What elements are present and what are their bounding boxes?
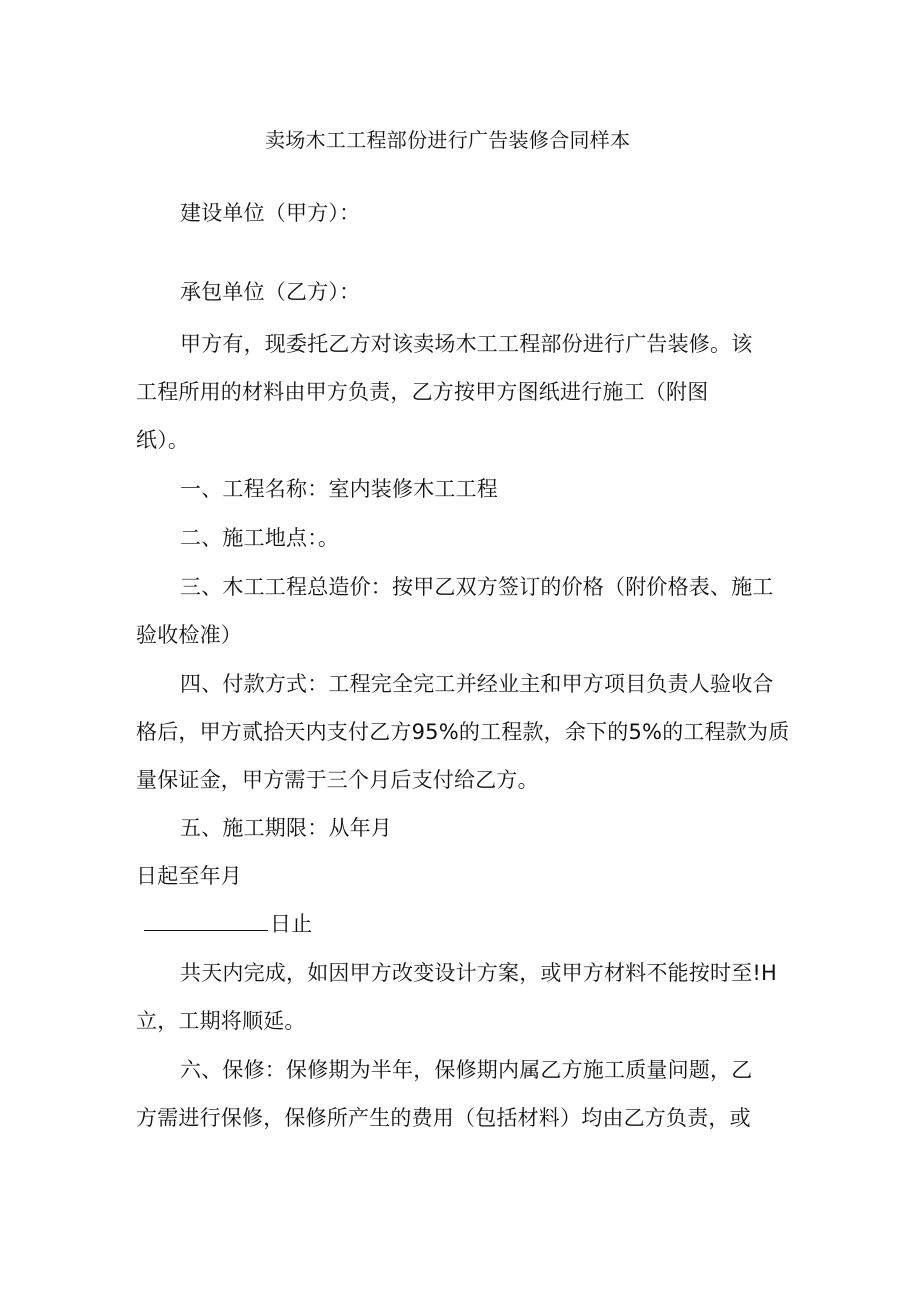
clause-period-cont-line-2: 立，工期将顺延。: [136, 1009, 306, 1033]
clause-warranty-line-1: 六、保修：保修期为半年，保修期内属乙方施工质量问题，乙: [180, 1058, 753, 1082]
clause-period-line-3: [144, 910, 312, 938]
clause-payment-line-1: 四、付款方式：工程完全完工并经业主和甲方项目负责人验收合: [180, 672, 774, 696]
clause-period-end: 日止: [270, 912, 313, 936]
party-b-label: 承包单位（乙方）：: [180, 280, 361, 304]
clause-site: 二、施工地点：。: [180, 526, 340, 550]
document-title: 卖场木工工程部份进行广告装修合同样本: [265, 128, 631, 152]
clause-warranty-line-2: 方需进行保修，保修所产生的费用（包括材料）均由乙方负责，或: [136, 1106, 751, 1130]
clause-project-name: 一、工程名称：室内装修木工工程: [180, 477, 498, 501]
party-a-label: 建设单位（甲方）：: [180, 201, 361, 225]
blank-underline: [144, 910, 268, 931]
clause-payment-line-2: 格后，甲方贰拾天内支付乙方95%的工程款，余下的5%的工程款为质: [136, 720, 790, 744]
clause-payment-line-3: 量保证金，甲方需于三个月后支付给乙方。: [136, 768, 539, 792]
clause-period-line-1: 五、施工期限：从年月: [180, 816, 392, 840]
clause-period-line-2: 日起至年月: [136, 864, 242, 888]
intro-line-3: 纸）。: [136, 428, 190, 452]
intro-line-2: 工程所用的材料由甲方负责，乙方按甲方图纸进行施工（附图: [136, 380, 709, 404]
intro-line-1: 甲方有，现委托乙方对该卖场木工工程部份进行广告装修。该: [180, 332, 753, 356]
clause-price-line-2: 验收检准）: [136, 623, 242, 647]
clause-period-cont-line-1: 共天内完成，如因甲方改变设计方案，或甲方材料不能按时至!H: [180, 961, 778, 985]
clause-price-line-1: 三、木工工程总造价：按甲乙双方签订的价格（附价格表、施工: [180, 575, 774, 599]
